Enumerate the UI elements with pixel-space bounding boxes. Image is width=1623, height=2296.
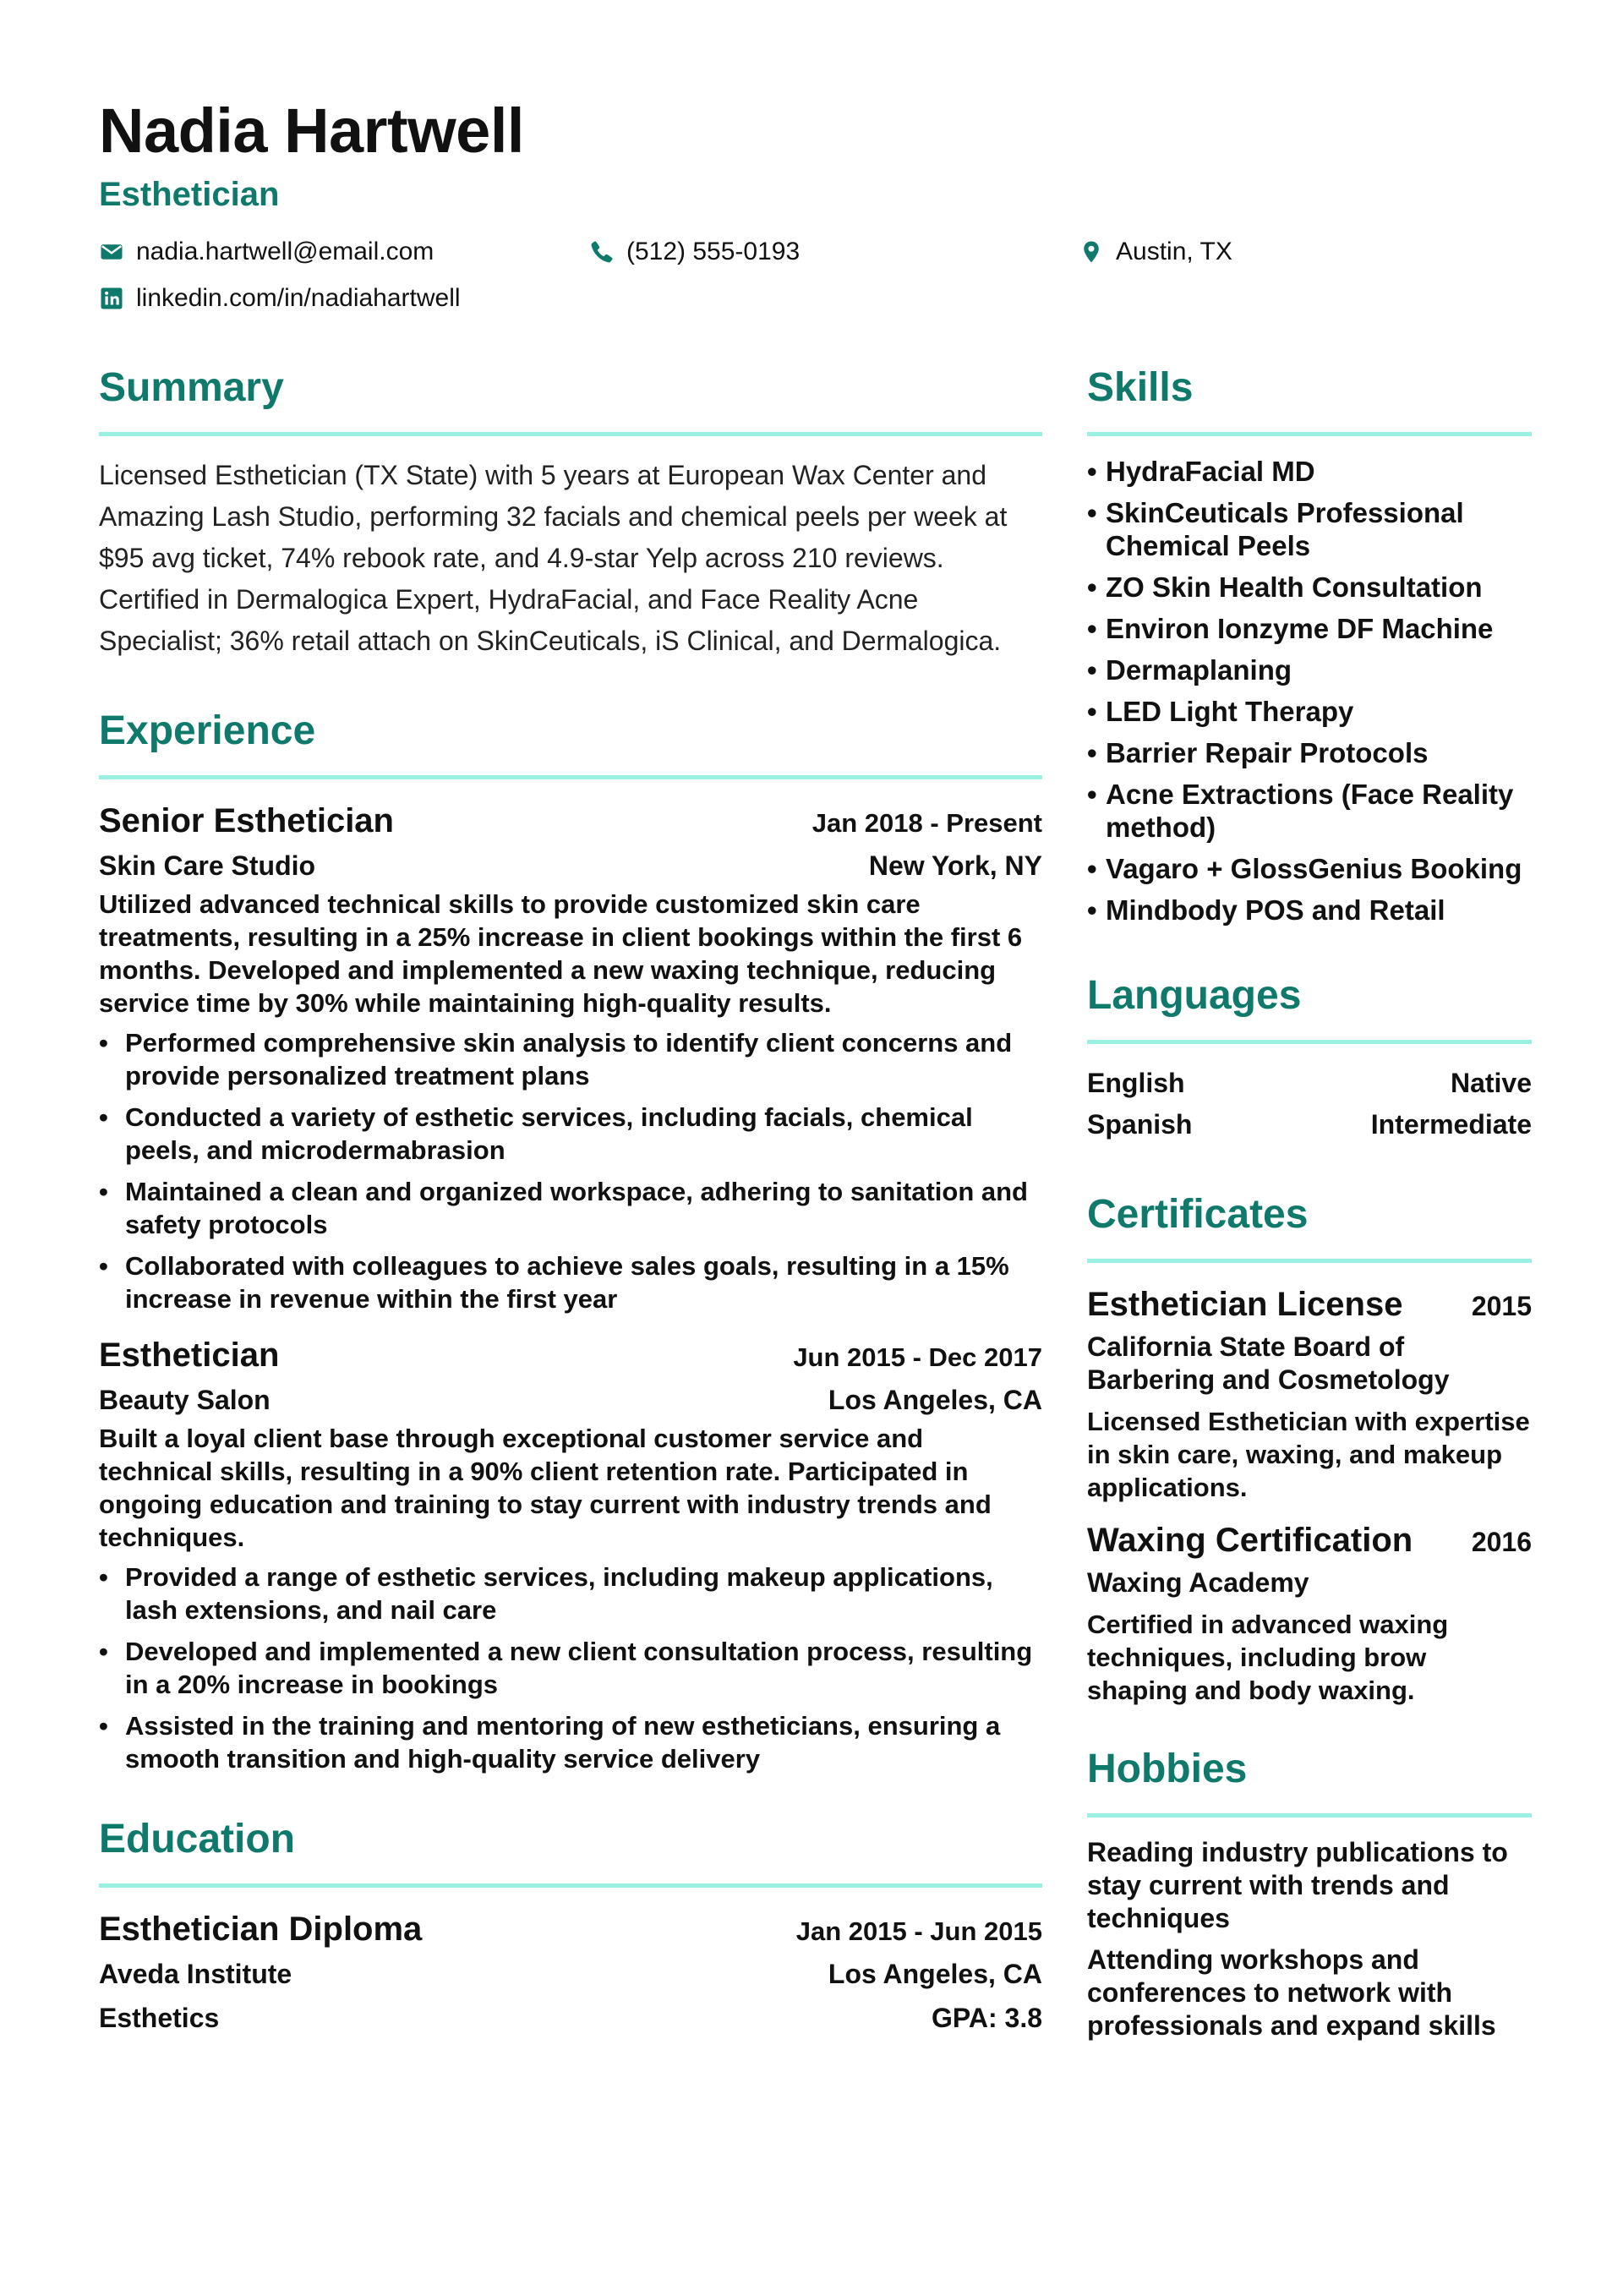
contact-phone[interactable] bbox=[589, 239, 800, 265]
position-dates: Jun 2015 - Dec 2017 bbox=[793, 1342, 1042, 1372]
languages-section bbox=[1087, 973, 1532, 1145]
right-column bbox=[1087, 365, 1532, 2051]
certificate-issuer: Waxing Academy bbox=[1087, 1567, 1309, 1598]
education-dates: Jan 2015 - Jun 2015 bbox=[795, 1916, 1042, 1946]
experience-section bbox=[99, 708, 1042, 1775]
achievement-item: • Maintained a clean and organized workspace, adhering to sanitation and safety protocols bbox=[99, 1175, 1042, 1241]
skill-item: • Vagaro + GlossGenius Booking bbox=[1087, 852, 1532, 885]
school-name: Aveda Institute bbox=[99, 1959, 292, 1989]
achievement-item: • Assisted in the training and mentoring of new estheticians, ensuring a smooth transition and high-quality service delivery bbox=[99, 1709, 1042, 1775]
hobby-item: Attending workshops and conferences to network with professionals and expand skills bbox=[1087, 1944, 1496, 2041]
certificates-section bbox=[1087, 1194, 1532, 1707]
position-dates: Jan 2018 - Present bbox=[812, 808, 1042, 838]
summary-text: Licensed Esthetician (TX State) with 5 years at European Wax Center and Amazing Lash Studio, performing 32 facials and chemical peels per week at $95 avg ticket, 74% rebook rate, and 4.9-star Yelp across 210 reviews. Certified in Dermalogica Expert, HydraFacial, and Face Reality Acne Specialist; 36% retail attach on SkinCeuticals, iS Clinical, and Dermalogica. bbox=[99, 460, 1008, 656]
contact-location bbox=[1079, 239, 1232, 265]
company-name: Beauty Salon bbox=[99, 1385, 270, 1415]
experience-entry bbox=[99, 1332, 1042, 1775]
language-level: Native bbox=[1450, 1068, 1532, 1098]
education-section bbox=[99, 1819, 1042, 2040]
contact-linkedin[interactable] bbox=[99, 286, 461, 311]
experience-heading: Experience bbox=[99, 711, 1042, 779]
position-description: Utilized advanced technical skills to provide customized skin care treatments, resulting in a 25% increase in client bookings within the first 6 months. Developed and implemented a new waxing technique, reducing service time by 30% while maintaining high-quality results. bbox=[99, 889, 1023, 1018]
email-icon bbox=[99, 239, 124, 265]
company-location: New York, NY bbox=[868, 850, 1042, 881]
languages-heading: Languages bbox=[1087, 976, 1532, 1044]
achievement-item: • Collaborated with colleagues to achieve sales goals, resulting in a 15% increase in revenue within the first year bbox=[99, 1249, 1042, 1315]
phone-text: (512) 555-0193 bbox=[626, 238, 801, 265]
certificate-entry bbox=[1087, 1517, 1532, 1707]
certificate-name: Esthetician License bbox=[1087, 1286, 1403, 1323]
certificate-name: Waxing Certification bbox=[1087, 1522, 1413, 1559]
hobbies-heading: Hobbies bbox=[1087, 1749, 1532, 1818]
language-row bbox=[1087, 1104, 1532, 1145]
experience-entry bbox=[99, 798, 1042, 1315]
skill-item: • SkinCeuticals Professional Chemical Peels bbox=[1087, 496, 1532, 562]
gpa: GPA: 3.8 bbox=[932, 2003, 1042, 2033]
certificate-description: Certified in advanced waxing techniques, including brow shaping and body waxing. bbox=[1087, 1610, 1449, 1705]
skill-item: • Mindbody POS and Retail bbox=[1087, 894, 1532, 927]
email-text: nadia.hartwell@email.com bbox=[136, 238, 434, 265]
skill-item: • Acne Extractions (Face Reality method) bbox=[1087, 778, 1532, 844]
phone-icon bbox=[589, 239, 615, 265]
field-of-study: Esthetics bbox=[99, 2003, 220, 2033]
location-text: Austin, TX bbox=[1116, 238, 1232, 265]
achievement-item: • Provided a range of esthetic services, including makeup applications, lash extensions, and nail care bbox=[99, 1561, 1042, 1626]
achievement-list bbox=[99, 1561, 1042, 1775]
certificate-issuer: California State Board of Barbering and Cosmetology bbox=[1087, 1331, 1450, 1395]
company-location: Los Angeles, CA bbox=[828, 1385, 1042, 1415]
school-location: Los Angeles, CA bbox=[828, 1959, 1042, 1989]
skills-section bbox=[1087, 365, 1532, 927]
hobbies-section bbox=[1087, 1749, 1532, 2042]
certificate-description: Licensed Esthetician with expertise in skin care, waxing, and makeup applications. bbox=[1087, 1407, 1530, 1502]
linkedin-icon bbox=[99, 286, 124, 311]
position-description: Built a loyal client base through exceptional customer service and technical skills, resulting in a 90% client retention rate. Participated in ongoing education and training to stay current with industry trends and techniques. bbox=[99, 1424, 992, 1552]
skill-item: • Barrier Repair Protocols bbox=[1087, 736, 1532, 769]
job-title: Esthetician bbox=[99, 176, 280, 213]
certificate-year: 2015 bbox=[1471, 1291, 1532, 1321]
achievement-item: • Conducted a variety of esthetic services, including facials, chemical peels, and microdermabrasion bbox=[99, 1101, 1042, 1167]
contact-email[interactable] bbox=[99, 239, 434, 265]
skills-list bbox=[1087, 455, 1532, 927]
skill-item: • Environ Ionzyme DF Machine bbox=[1087, 612, 1532, 645]
education-heading: Education bbox=[99, 1819, 1042, 1888]
skill-item: • Dermaplaning bbox=[1087, 653, 1532, 686]
skill-item: • ZO Skin Health Consultation bbox=[1087, 571, 1532, 604]
position-title: Senior Esthetician bbox=[99, 802, 394, 839]
hobby-item: Reading industry publications to stay current with trends and techniques bbox=[1087, 1837, 1508, 1933]
position-title: Esthetician bbox=[99, 1337, 280, 1374]
skills-heading: Skills bbox=[1087, 368, 1532, 436]
certificate-year: 2016 bbox=[1471, 1527, 1532, 1557]
language-name: English bbox=[1087, 1068, 1185, 1098]
certificates-heading: Certificates bbox=[1087, 1194, 1532, 1263]
achievement-list bbox=[99, 1026, 1042, 1315]
certificate-entry bbox=[1087, 1282, 1532, 1504]
skill-item: • HydraFacial MD bbox=[1087, 455, 1532, 488]
company-name: Skin Care Studio bbox=[99, 850, 316, 881]
skill-item: • LED Light Therapy bbox=[1087, 695, 1532, 728]
summary-section bbox=[99, 365, 1042, 662]
degree-title: Esthetician Diploma bbox=[99, 1911, 423, 1948]
left-column bbox=[99, 365, 1042, 2040]
linkedin-text: linkedin.com/in/nadiahartwell bbox=[136, 284, 461, 312]
achievement-item: • Performed comprehensive skin analysis to identify client concerns and provide personalized treatment plans bbox=[99, 1026, 1042, 1092]
summary-heading: Summary bbox=[99, 368, 1042, 436]
location-pin-icon bbox=[1079, 239, 1104, 265]
language-row bbox=[1087, 1063, 1532, 1104]
achievement-item: • Developed and implemented a new client consultation process, resulting in a 20% increase in bookings bbox=[99, 1635, 1042, 1701]
language-name: Spanish bbox=[1087, 1109, 1193, 1140]
language-level: Intermediate bbox=[1370, 1109, 1532, 1140]
candidate-name: Nadia Hartwell bbox=[99, 96, 524, 166]
